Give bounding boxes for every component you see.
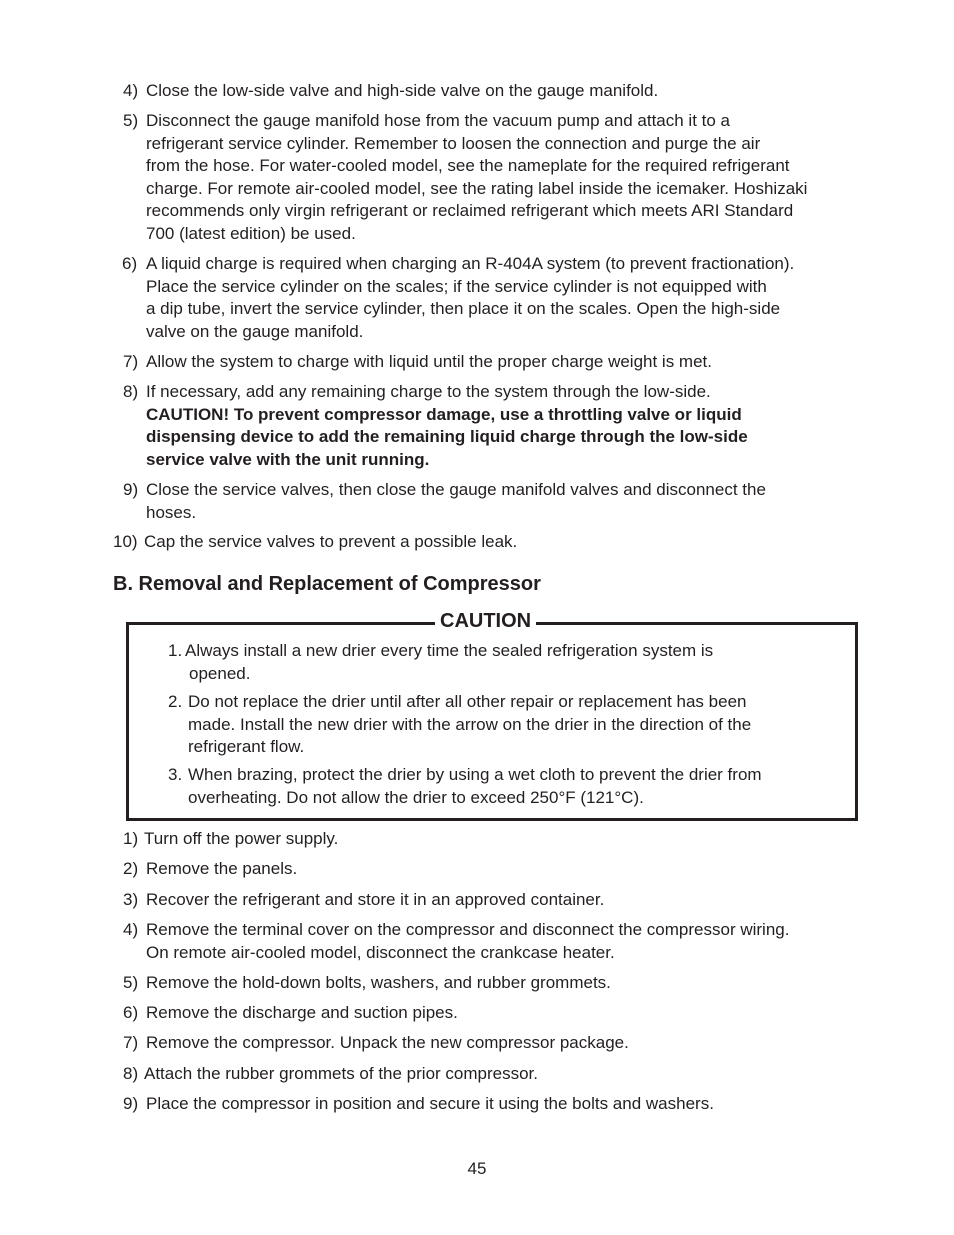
- step-text: 700 (latest edition) be used.: [146, 223, 356, 243]
- step-number: 5): [123, 973, 139, 992]
- step-text: a dip tube, invert the service cylinder, then place it on the scales. Open the high-side: [146, 299, 781, 319]
- step-number: 6): [122, 254, 138, 273]
- step-text: Place the compressor in position and secure it using the bolts and washers.: [146, 1094, 714, 1113]
- caution-item-text: Always install a new drier every time the sealed refrigeration system is: [185, 641, 714, 660]
- caution-number: 2.: [168, 692, 183, 711]
- step-text: Place the service cylinder on the scales; if the service cylinder is not equipped with: [146, 276, 767, 296]
- step-text: refrigerant service cylinder. Remember to loosen the connection and purge the air: [146, 133, 761, 153]
- step-text: Allow the system to charge with liquid until the proper charge weight is met.: [146, 352, 712, 371]
- caution-item-text: Do not replace the drier until after all other repair or replacement has been: [188, 692, 747, 711]
- step-number: 2): [123, 859, 139, 878]
- step-text: If necessary, add any remaining charge to the system through the low-side.: [146, 382, 711, 401]
- section-heading: B. Removal and Replacement of Compressor: [113, 573, 541, 595]
- step-text: Disconnect the gauge manifold hose from the vacuum pump and attach it to a: [146, 111, 731, 130]
- step-text: Remove the hold-down bolts, washers, and rubber grommets.: [146, 973, 611, 992]
- step-number: 4): [123, 81, 139, 100]
- caution-item-text: refrigerant flow.: [188, 737, 305, 757]
- step-text: Remove the terminal cover on the compressor and disconnect the compressor wiring.: [146, 920, 790, 939]
- caution-item-text: When brazing, protect the drier by using a wet cloth to prevent the drier from: [188, 765, 762, 784]
- step-number: 9): [123, 1094, 139, 1113]
- step-text: Remove the compressor. Unpack the new compressor package.: [146, 1033, 629, 1052]
- step-number: 3): [123, 890, 139, 909]
- step-text: Close the service valves, then close the gauge manifold valves and disconnect the: [146, 480, 766, 499]
- page-number: 45: [467, 1159, 487, 1178]
- caution-number: 1.: [168, 641, 183, 660]
- caution-number: 3.: [168, 765, 183, 784]
- step-number: 8): [123, 382, 139, 401]
- step-text: recommends only virgin refrigerant or reclaimed refrigerant which meets ARI Standard: [146, 201, 794, 221]
- step-number: 5): [123, 111, 139, 130]
- step-text: Turn off the power supply.: [144, 829, 339, 848]
- step-number: 8): [123, 1064, 139, 1083]
- step-number: 1): [123, 829, 139, 848]
- step-number: 10): [113, 532, 138, 551]
- caution-title: CAUTION: [435, 609, 536, 633]
- caution-text: dispensing device to add the remaining liquid charge through the low-side: [146, 427, 748, 447]
- caution-item-text: made. Install the new drier with the arrow on the drier in the direction of the: [188, 714, 752, 734]
- step-number: 9): [123, 480, 139, 499]
- step-number: 4): [123, 920, 139, 939]
- caution-text: CAUTION! To prevent compressor damage, use a throttling valve or liquid: [146, 404, 742, 424]
- step-number: 7): [123, 352, 139, 371]
- step-text: Attach the rubber grommets of the prior compressor.: [144, 1064, 539, 1083]
- step-number: 6): [123, 1003, 139, 1022]
- step-text: Remove the discharge and suction pipes.: [146, 1003, 458, 1022]
- caution-text: service valve with the unit running.: [146, 449, 430, 469]
- caution-item-text: overheating. Do not allow the drier to exceed 250°F (121°C).: [188, 787, 644, 807]
- caution-item-text: opened.: [189, 663, 251, 683]
- step-text: Close the low-side valve and high-side valve on the gauge manifold.: [146, 81, 659, 100]
- step-text: On remote air-cooled model, disconnect the crankcase heater.: [146, 942, 615, 962]
- step-text: Remove the panels.: [146, 859, 298, 878]
- step-text: A liquid charge is required when charging an R-404A system (to prevent fractionation).: [146, 254, 795, 273]
- step-text: hoses.: [146, 502, 197, 522]
- step-text: from the hose. For water-cooled model, see the nameplate for the required refrigerant: [146, 156, 790, 176]
- step-number: 7): [123, 1033, 139, 1052]
- step-text: charge. For remote air-cooled model, see the rating label inside the icemaker. Hoshizaki: [146, 178, 808, 198]
- step-text: Cap the service valves to prevent a possible leak.: [144, 532, 518, 551]
- step-text: valve on the gauge manifold.: [146, 321, 364, 341]
- step-text: Recover the refrigerant and store it in an approved container.: [146, 890, 605, 909]
